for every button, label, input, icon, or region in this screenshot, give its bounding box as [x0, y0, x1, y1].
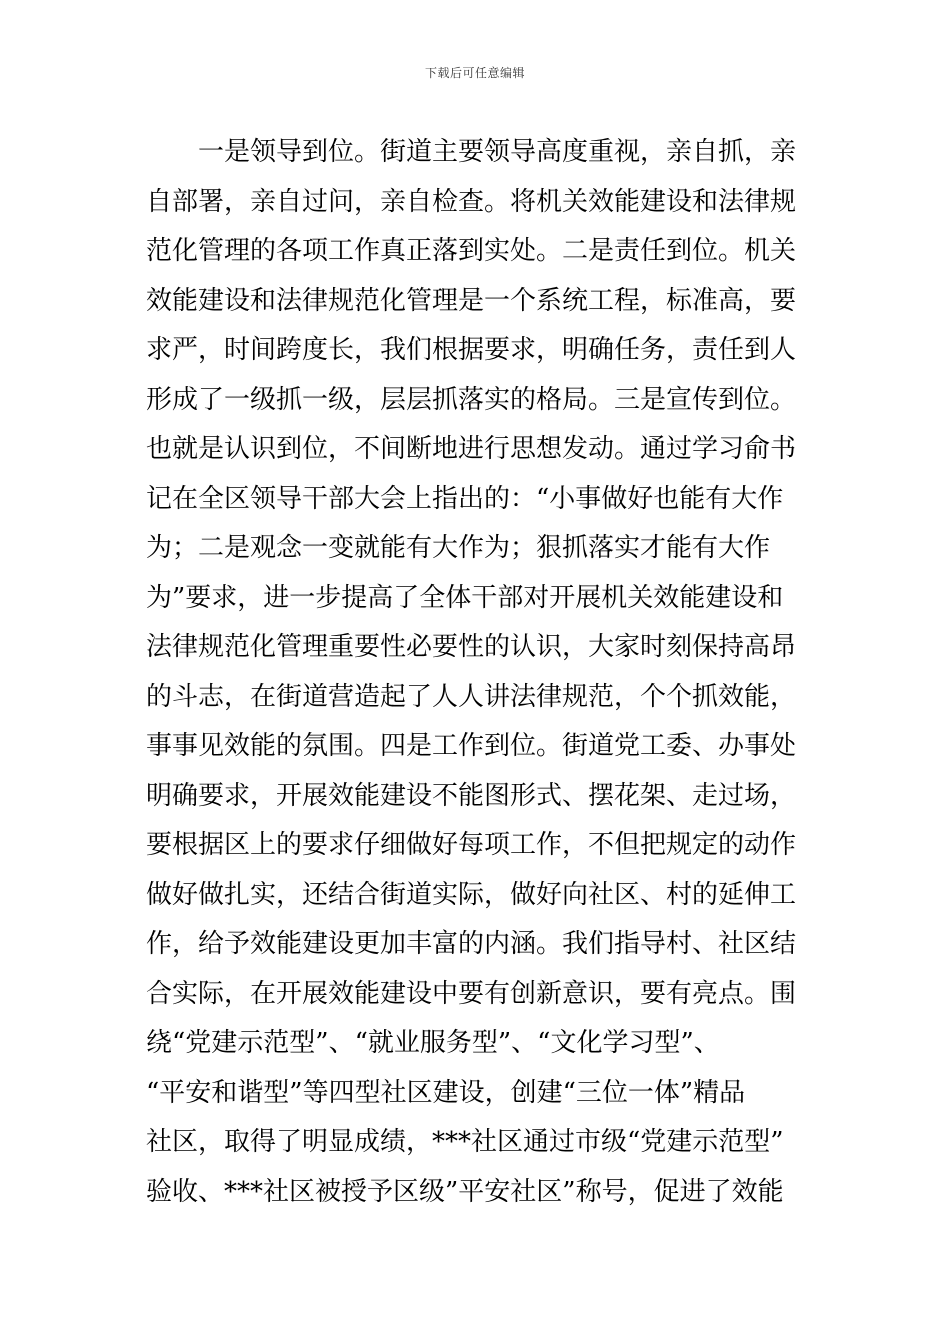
text-line: 效能建设和法律规范化管理是一个系统工程，标准高，要 — [146, 285, 797, 316]
text-line: 也就是认识到位，不间断地进行思想发动。通过学习俞书 — [146, 434, 797, 464]
text-line: 记在全区领导干部大会上指出的：“小事做好也能有大作 — [146, 483, 784, 514]
text-line: “平安和谐型”等四型社区建设，创建“三位一体”精品 — [146, 1077, 746, 1108]
text-line: 要根据区上的要求仔细做好每项工作，不但把规定的动作 — [146, 830, 797, 860]
text-line: 事事见效能的氛围。四是工作到位。街道党工委、办事处 — [146, 731, 797, 761]
text-line: 范化管理的各项工作真正落到实处。二是责任到位。机关 — [146, 236, 797, 266]
text-line: 明确要求，开展效能建设不能图形式、摆花架、走过场， — [146, 780, 797, 811]
text-line: 自部署，亲自过问，亲自检查。将机关效能建设和法律规 — [146, 186, 797, 217]
text-line: 作，给予效能建设更加丰富的内涵。我们指导村、社区结 — [146, 929, 797, 959]
text-line: 为；二是观念一变就能有大作为；狠抓落实才能有大作 — [146, 533, 771, 563]
body-paragraph — [146, 128, 810, 1217]
text-line: 做好做扎实，还结合街道实际，做好向社区、村的延伸工 — [146, 879, 797, 910]
text-line: 为”要求，进一步提高了全体干部对开展机关效能建设和 — [146, 582, 784, 613]
text-line: 一是领导到位。街道主要领导高度重视，亲自抓，亲 — [198, 137, 797, 167]
text-line: 社区，取得了明显成绩，***社区通过市级“党建示范型” — [146, 1127, 784, 1157]
text-line: 绕“党建示范型”、“就业服务型”、“文化学习型”、 — [146, 1028, 720, 1058]
text-line: 合实际，在开展效能建设中要有创新意识，要有亮点。围 — [146, 978, 797, 1009]
text-line: 验收、***社区被授予区级”平安社区”称号，促进了效能 — [146, 1176, 784, 1207]
page-header: 下载后可任意编辑 — [424, 66, 525, 80]
text-line: 法律规范化管理重要性必要性的认识，大家时刻保持高昂 — [146, 632, 797, 662]
text-line: 形成了一级抓一级，层层抓落实的格局。三是宣传到位。 — [146, 384, 797, 415]
text-line: 的斗志，在街道营造起了人人讲法律规范，个个抓效能， — [146, 681, 797, 712]
text-line: 求严，时间跨度长，我们根据要求，明确任务，责任到人 — [146, 335, 797, 365]
